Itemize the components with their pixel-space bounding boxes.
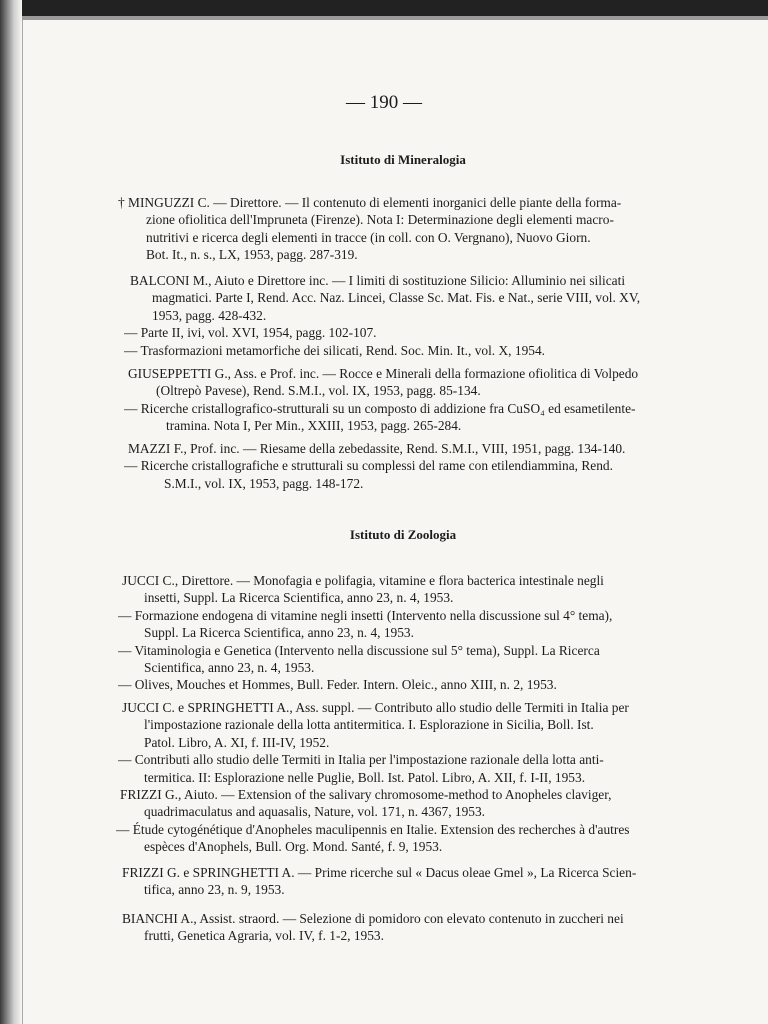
entry-line: quadrimaculatus and aquasalis, Nature, vol. 171, n. 4367, 1953. bbox=[144, 804, 486, 820]
entry-line: 1953, pagg. 428-432. bbox=[152, 307, 267, 323]
entry-line: — Ricerche cristallografiche e strutturali su complessi del rame con etilendiammina, Rend. bbox=[124, 458, 613, 474]
entry-line: JUCCI C. e SPRINGHETTI A., Ass. suppl. — Contributo allo studio delle Termiti in Italia per bbox=[122, 700, 629, 715]
entry-line: FRIZZI G. e SPRINGHETTI A. — Prime ricerche sul « Dacus oleae Gmel », La Ricerca Scien- bbox=[122, 865, 637, 880]
entry-line: frutti, Genetica Agraria, vol. IV, f. 1-2, 1953. bbox=[144, 928, 384, 944]
entry-line: BALCONI M., Aiuto e Direttore inc. — I limiti di sostituzione Silicio: Alluminio nei silicati bbox=[130, 273, 626, 288]
entry-line: insetti, Suppl. La Ricerca Scientifica, anno 23, n. 4, 1953. bbox=[144, 590, 454, 606]
entry-line: nutritivi e ricerca degli elementi in tracce (in coll. con O. Vergnano), Nuovo Giorn. bbox=[146, 229, 591, 245]
entry-line: — Olives, Mouches et Hommes, Bull. Feder. Intern. Oleic., anno XIII, n. 2, 1953. bbox=[118, 677, 557, 693]
section-title-zoologia: Istituto di Zoologia bbox=[349, 527, 457, 542]
page-number: — 190 — bbox=[346, 92, 422, 113]
scan-top-shadow bbox=[0, 16, 768, 20]
entry-line: FRIZZI G., Aiuto. — Extension of the salivary chromosome-method to Anopheles claviger, bbox=[120, 786, 612, 802]
entry-line: S.M.I., vol. IX, 1953, pagg. 148-172. bbox=[164, 475, 364, 491]
entry-giuseppetti bbox=[124, 365, 712, 435]
entry-frizzi-springhetti bbox=[122, 864, 706, 899]
entry-line: espèces d'Anophels, Bull. Org. Mond. Santé, f. 9, 1953. bbox=[144, 839, 443, 855]
entry-line: — Ricerche cristallografico-strutturali su un composto di addizione fra CuSO₄ ed esametilente- bbox=[124, 400, 636, 416]
entry-line: † MINGUZZI C. — Direttore. — Il contenuto di elementi inorganici delle piante della forma- bbox=[118, 195, 622, 210]
entry-line: termitica. II: Esplorazione nelle Puglie, Boll. Ist. Patol. Libro, A. XII, f. I-II, 1953. bbox=[144, 769, 586, 785]
entry-line: — Formazione endogena di vitamine negli insetti (Intervento nella discussione sul 4° tema), bbox=[118, 607, 613, 623]
entry-line: MAZZI F., Prof. inc. — Riesame della zebedassite, Rend. S.M.I., VIII, 1951, pagg. 134-140. bbox=[128, 441, 626, 456]
entry-bianchi bbox=[122, 910, 706, 945]
entry-line: Patol. Libro, A. XI, f. III-IV, 1952. bbox=[144, 734, 330, 750]
entry-line: Scientifica, anno 23, n. 4, 1953. bbox=[144, 659, 315, 675]
entry-line: — Vitaminologia e Genetica (Intervento nella discussione sul 5° tema), Suppl. La Ricerca bbox=[118, 642, 600, 658]
entry-line: magmatici. Parte I, Rend. Acc. Naz. Lincei, Classe Sc. Mat. Fis. e Nat., serie VIII, vol. XV, bbox=[152, 290, 641, 306]
entry-minguzzi bbox=[118, 194, 714, 264]
entry-line: Suppl. La Ricerca Scientifica, anno 23, n. 4, 1953. bbox=[144, 625, 414, 641]
entry-line: Bot. It., n. s., LX, 1953, pagg. 287-319. bbox=[146, 247, 358, 263]
entry-line: — Contributi allo studio delle Termiti in Italia per l'impostazione razionale della lotta anti- bbox=[118, 752, 604, 768]
section-title-mineralogia: Istituto di Mineralogia bbox=[340, 152, 466, 167]
entry-jucci-springhetti bbox=[116, 699, 706, 856]
entry-balconi bbox=[124, 272, 714, 359]
scan-top-border bbox=[0, 0, 768, 16]
entry-line: — Étude cytogénétique d'Anopheles maculipennis en Italie. Extension des recherches à d'autres bbox=[116, 821, 630, 837]
entry-mazzi bbox=[124, 440, 712, 492]
scan-binding-line bbox=[22, 20, 23, 1024]
entry-line: tramina. Nota I, Per Min., XXIII, 1953, pagg. 265-284. bbox=[166, 418, 462, 434]
entry-line: JUCCI C., Direttore. — Monofagia e polifagia, vitamine e flora bacterica intestinale negli bbox=[122, 573, 604, 588]
entry-line: l'impostazione razionale della lotta antitermitica. I. Esplorazione in Sicilia, Boll. Ist. bbox=[144, 717, 594, 733]
entry-line: — Parte II, ivi, vol. XVI, 1954, pagg. 102-107. bbox=[124, 325, 377, 341]
entry-line: GIUSEPPETTI G., Ass. e Prof. inc. — Rocce e Minerali della formazione ofiolitica di Volpedo bbox=[128, 366, 639, 381]
entry-line: (Oltrepò Pavese), Rend. S.M.I., vol. IX, 1953, pagg. 85-134. bbox=[156, 383, 481, 399]
entry-line: BIANCHI A., Assist. straord. — Selezione di pomidoro con elevato contenuto in zuccheri nei bbox=[122, 911, 624, 926]
entry-line: — Trasformazioni metamorfiche dei silicati, Rend. Soc. Min. It., vol. X, 1954. bbox=[124, 342, 546, 358]
entry-line: zione ofiolitica dell'Impruneta (Firenze). Nota I: Determinazione degli elementi macro- bbox=[146, 212, 614, 228]
entry-jucci bbox=[118, 572, 706, 694]
entry-line: tifica, anno 23, n. 9, 1953. bbox=[144, 882, 285, 898]
